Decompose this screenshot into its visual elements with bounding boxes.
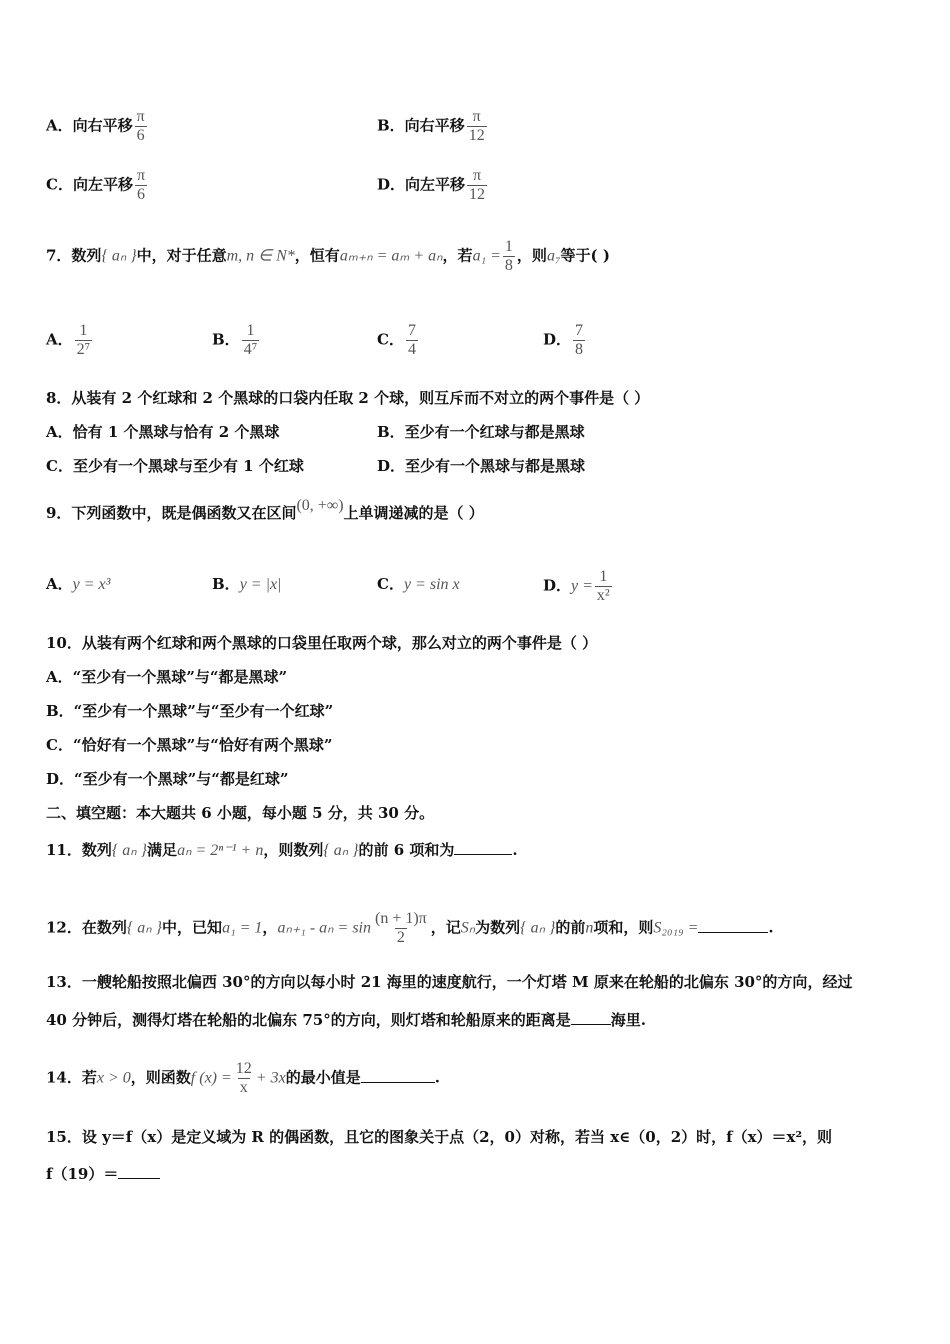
q10-stem: 10．从装有两个红球和两个黑球的口袋里任取两个球，那么对立的两个事件是（ ）: [46, 634, 598, 652]
q15-stem-line1: 15．设 y＝f（x）是定义域为 R 的偶函数，且它的图象关于点（2，0）对称，若当 x∈（0，2）时，f（x）＝x²，则: [46, 1128, 833, 1146]
q6-option-a[interactable]: A．向右平移 $\frac{\pi}{6}$: [46, 108, 145, 144]
q11-answer-blank[interactable]: [454, 840, 512, 855]
q7-option-b[interactable]: B． $\frac{1}{\text{4⁷}}$: [212, 322, 258, 358]
q7-option-c[interactable]: C． $\frac{7}{4}$: [377, 322, 416, 358]
q14-answer-blank[interactable]: [361, 1068, 435, 1083]
q15-stem-line2: f（19）＝: [46, 1164, 160, 1184]
q13-stem-line1: 13．一艘轮船按照北偏西 30°的方向以每小时 21 海里的速度航行，一个灯塔 M 原来在轮船的北偏东 30°的方向，经过: [46, 973, 853, 991]
q11-stem: 11．数列{ aₙ }满足aₙ = 2ⁿ⁻¹ + n，则数列{ aₙ }的前 6 项和为 .: [46, 841, 518, 859]
q9-option-d[interactable]: D．y = $\frac{1}{\text{x²}}$: [543, 568, 610, 604]
q10-option-c[interactable]: C．“恰好有一个黑球”与“恰好有两个黑球”: [46, 736, 333, 754]
section-heading-fill-in: 二、填空题：本大题共 6 小题，每小题 5 分，共 30 分。: [46, 804, 435, 822]
q7-option-d[interactable]: D． $\frac{7}{8}$: [543, 322, 584, 358]
q6-option-c[interactable]: C．向左平移 $\frac{\pi}{6}$: [46, 167, 146, 203]
q13-answer-blank[interactable]: [571, 1010, 611, 1025]
q10-option-b[interactable]: B．“至少有一个黑球”与“至少有一个红球”: [46, 702, 334, 720]
q12-stem: 12．在数列{ aₙ }中，已知a₁ = 1，aₙ₊₁ - aₙ = sin $\frac{(n + 1)\pi}{2}$ ，记Sₙ为数列{ aₙ }的前n项和，则S₂₀₁₉ = .: [46, 910, 774, 946]
q14-stem: 14．若x > 0，则函数f (x) = $\frac{12}{x}$ + 3x的最小值是 .: [46, 1060, 440, 1096]
q8-stem: 8．从装有 2 个红球和 2 个黑球的口袋内任取 2 个球，则互斥而不对立的两个事件是（ ）: [46, 389, 650, 407]
q9-option-b[interactable]: B．y = |x|: [212, 575, 282, 593]
q10-option-d[interactable]: D．“至少有一个黑球”与“都是红球”: [46, 770, 289, 788]
q8-option-d[interactable]: D．至少有一个黑球与都是黑球: [377, 457, 586, 475]
q8-option-b[interactable]: B．至少有一个红球与都是黑球: [377, 423, 585, 441]
q8-option-c[interactable]: C．至少有一个黑球与至少有 1 个红球: [46, 457, 304, 475]
q7-stem: 7．数列{ aₙ }中，对于任意m, n ∈ N*，恒有aₘ₊ₙ = aₘ + aₙ，若a₁ = $\frac{1}{8}$ ，则a₇等于( ): [46, 238, 610, 274]
q15-answer-blank[interactable]: [118, 1164, 160, 1179]
q13-stem-line2: 40 分钟后，测得灯塔在轮船的北偏东 75°的方向，则灯塔和轮船原来的距离是 海里.: [46, 1011, 646, 1029]
q9-option-c[interactable]: C．y = sin x: [377, 575, 460, 593]
q7-option-a[interactable]: A． $\frac{1}{\text{2⁷}}$: [46, 322, 91, 358]
q9-stem: 9．下列函数中，既是偶函数又在区间(0, +∞)上单调递减的是（ ）: [46, 497, 484, 522]
q9-option-a[interactable]: A．y = x³: [46, 575, 111, 593]
q12-answer-blank[interactable]: [698, 918, 768, 933]
q6-option-b[interactable]: B．向右平移 $\frac{\pi}{12}$: [377, 108, 485, 144]
q8-option-a[interactable]: A．恰有 1 个黑球与恰有 2 个黑球: [46, 423, 280, 441]
q10-option-a[interactable]: A．“至少有一个黑球”与“都是黑球”: [46, 668, 288, 686]
q6-option-d[interactable]: D．向左平移 $\frac{\pi}{12}$: [377, 167, 486, 203]
